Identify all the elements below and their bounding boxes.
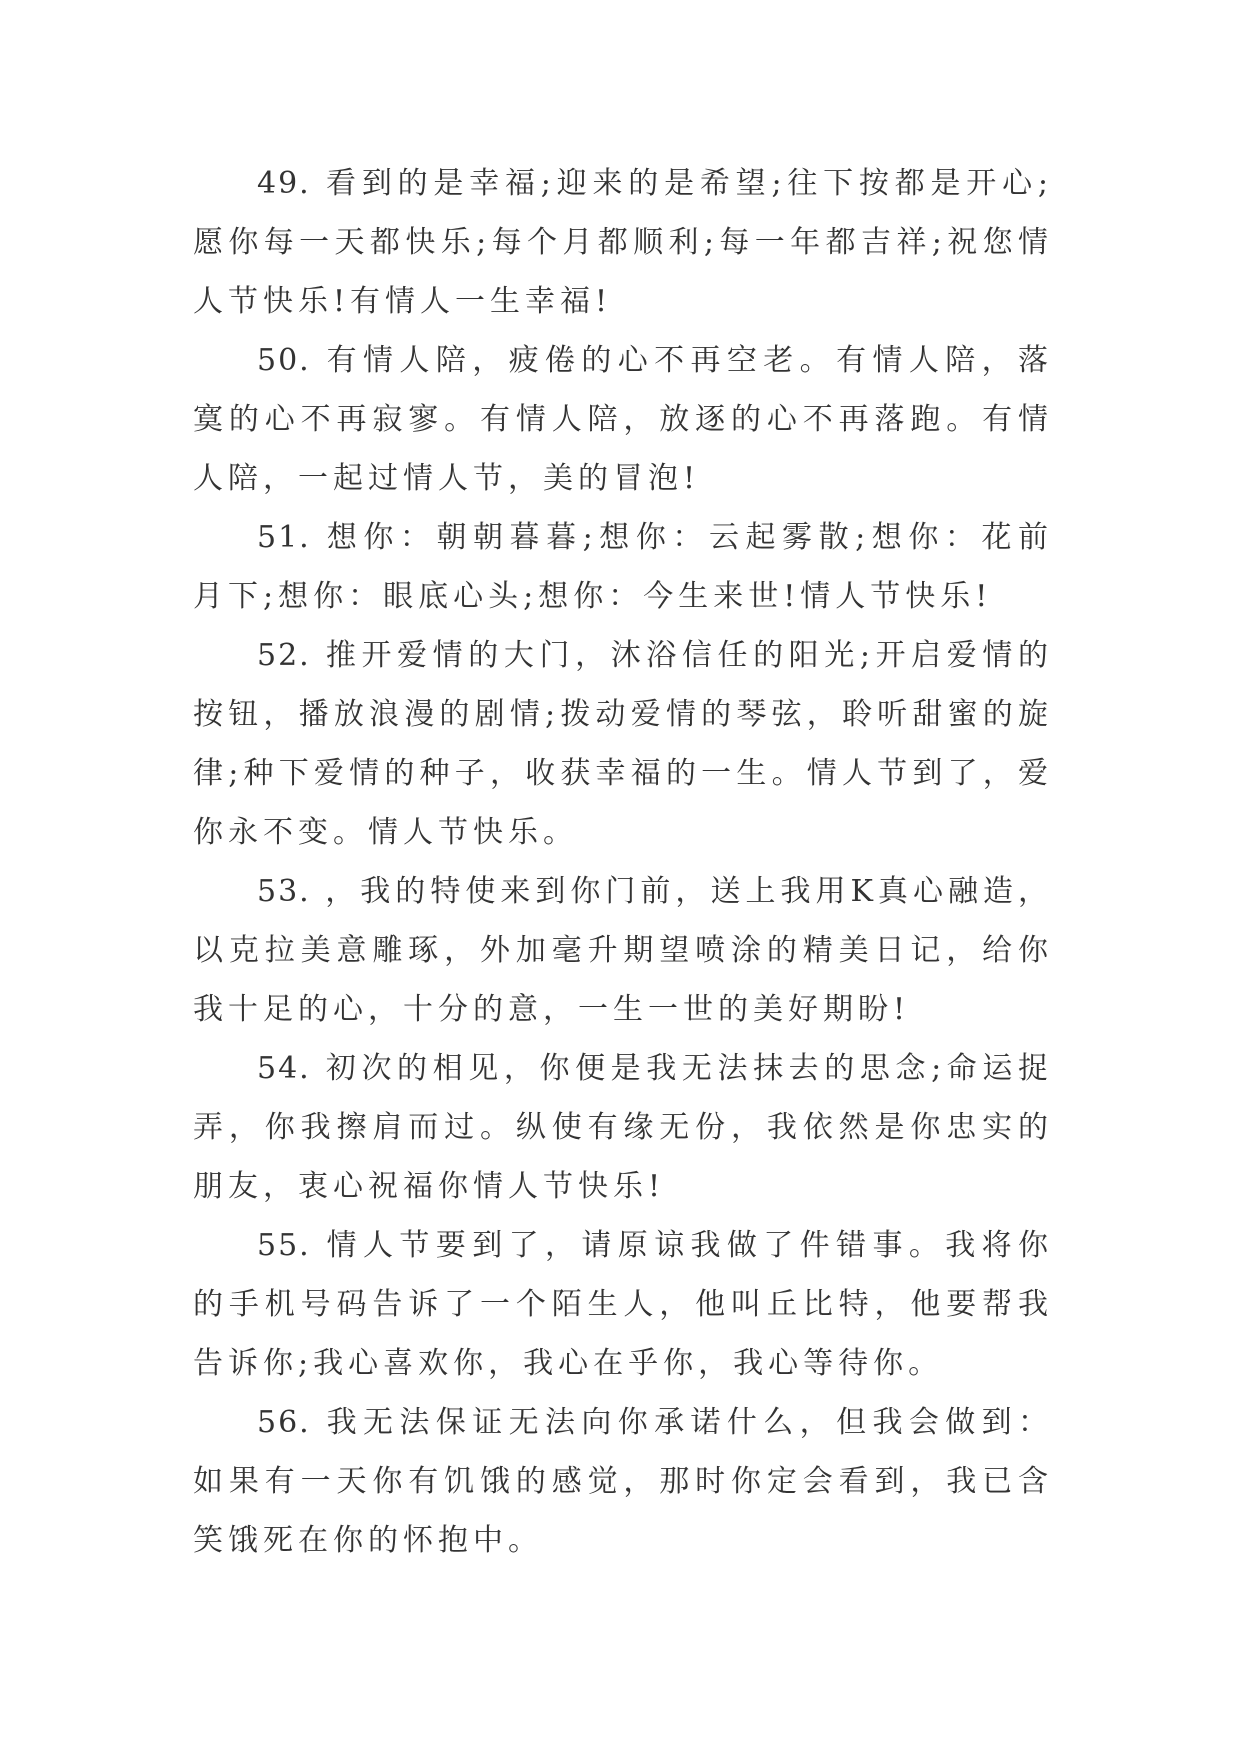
paragraph-text: 情人节要到了，请原谅我做了件错事。我将你的手机号码告诉了一个陌生人，他叫丘比特，他要帮我告诉你;我心喜欢你，我心在乎你，我心等待你。	[193, 1228, 1054, 1381]
paragraph-53	[193, 862, 1053, 1039]
paragraph-text: 推开爱情的大门，沐浴信任的阳光;开启爱情的按钮，播放浪漫的剧情;拨动爱情的琴弦，聆听甜蜜的旋律;种下爱情的种子，收获幸福的一生。情人节到了，爱你永不变。情人节快乐。	[193, 638, 1053, 850]
paragraph-number: 50.	[257, 343, 311, 378]
paragraph-55	[193, 1216, 1053, 1393]
paragraph-number: 49.	[257, 166, 311, 201]
paragraph-number: 53.	[257, 874, 311, 909]
paragraph-49	[193, 154, 1053, 331]
paragraph-52	[193, 626, 1053, 862]
paragraph-text: 初次的相见，你便是我无法抹去的思念;命运捉弄，你我擦肩而过。纵使有缘无份，我依然是你忠实的朋友，衷心祝福你情人节快乐!	[193, 1051, 1053, 1204]
paragraph-text: 看到的是幸福;迎来的是希望;往下按都是开心;愿你每一天都快乐;每个月都顺利;每一年都吉祥;祝您情人节快乐!有情人一生幸福!	[193, 166, 1053, 319]
document-body	[193, 154, 1053, 1570]
paragraph-number: 52.	[257, 638, 311, 673]
paragraph-51	[193, 508, 1053, 626]
paragraph-text: ，我的特使来到你门前，送上我用K真心融造，以克拉美意雕琢，外加毫升期望喷涂的精美日记，给你我十足的心，十分的意，一生一世的美好期盼!	[193, 874, 1053, 1027]
paragraph-number: 55.	[257, 1228, 311, 1263]
paragraph-text: 有情人陪，疲倦的心不再空老。有情人陪，落寞的心不再寂寥。有情人陪，放逐的心不再落跑。有情人陪，一起过情人节，美的冒泡!	[193, 343, 1054, 496]
paragraph-54	[193, 1039, 1053, 1216]
paragraph-number: 56.	[257, 1405, 311, 1440]
paragraph-number: 51.	[257, 520, 311, 555]
paragraph-50	[193, 331, 1053, 508]
paragraph-text: 我无法保证无法向你承诺什么，但我会做到：如果有一天你有饥饿的感觉，那时你定会看到，我已含笑饿死在你的怀抱中。	[193, 1405, 1054, 1558]
paragraph-number: 54.	[257, 1051, 311, 1086]
paragraph-56	[193, 1393, 1053, 1570]
paragraph-text: 想你：朝朝暮暮;想你：云起雾散;想你：花前月下;想你：眼底心头;想你：今生来世!情人节快乐!	[193, 520, 1053, 614]
